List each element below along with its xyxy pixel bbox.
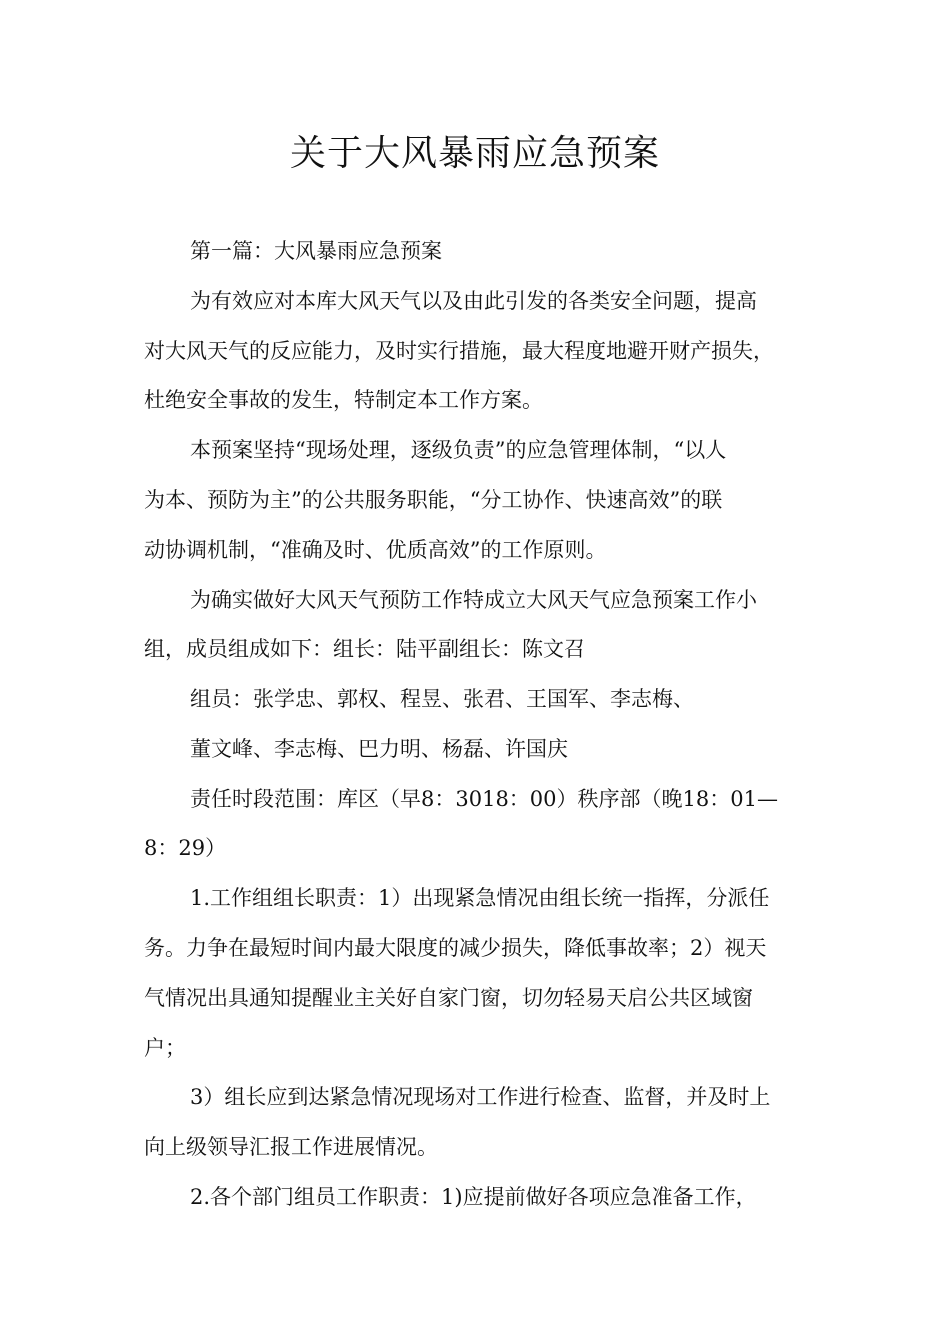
paragraph-line: 组，成员组成如下：组长：陆平副组长：陈文召 xyxy=(144,637,585,661)
paragraph-line: 本预案坚持“现场处理，逐级负责”的应急管理体制，“以人 xyxy=(190,438,727,462)
paragraph-line: 气情况出具通知提醒业主关好自家门窗，切勿轻易天启公共区域窗 xyxy=(144,986,753,1010)
paragraph-line: 8：29） xyxy=(144,836,227,860)
paragraph-line: 户； xyxy=(144,1036,186,1060)
paragraph-line: 组员：张学忠、郭权、程昱、张君、王国军、李志梅、 xyxy=(190,687,694,711)
paragraph-line: 务。力争在最短时间内最大限度的减少损失，降低事故率；2）视天 xyxy=(144,936,767,960)
paragraph-line: 为确实做好大风天气预防工作特成立大风天气应急预案工作小 xyxy=(190,588,757,612)
paragraph-line: 杜绝安全事故的发生，特制定本工作方案。 xyxy=(144,388,543,412)
paragraph-line: 3）组长应到达紧急情况现场对工作进行检查、监督，并及时上 xyxy=(190,1085,771,1109)
paragraph-line: 为有效应对本库大风天气以及由此引发的各类安全问题，提高 xyxy=(190,289,757,313)
paragraph-line: 2.各个部门组员工作职责：1)应提前做好各项应急准备工作， xyxy=(190,1185,757,1209)
paragraph-line: 责任时段范围：库区（早8：3018：00）秩序部（晚18：01— xyxy=(190,787,778,811)
paragraph-line: 董文峰、李志梅、巴力明、杨磊、许国庆 xyxy=(190,737,568,761)
document-title: 关于大风暴雨应急预案 xyxy=(289,133,660,174)
paragraph-line: 动协调机制，“准确及时、优质高效”的工作原则。 xyxy=(144,538,607,562)
paragraph-line: 1.工作组组长职责：1）出现紧急情况由组长统一指挥，分派任 xyxy=(190,886,770,910)
paragraph-line: 向上级领导汇报工作进展情况。 xyxy=(144,1135,438,1159)
paragraph-line: 对大风天气的反应能力，及时实行措施，最大程度地避开财产损失， xyxy=(144,339,774,363)
section-heading: 第一篇：大风暴雨应急预案 xyxy=(190,239,442,263)
paragraph-line: 为本、预防为主”的公共服务职能，“分工协作、快速高效”的联 xyxy=(144,488,723,512)
